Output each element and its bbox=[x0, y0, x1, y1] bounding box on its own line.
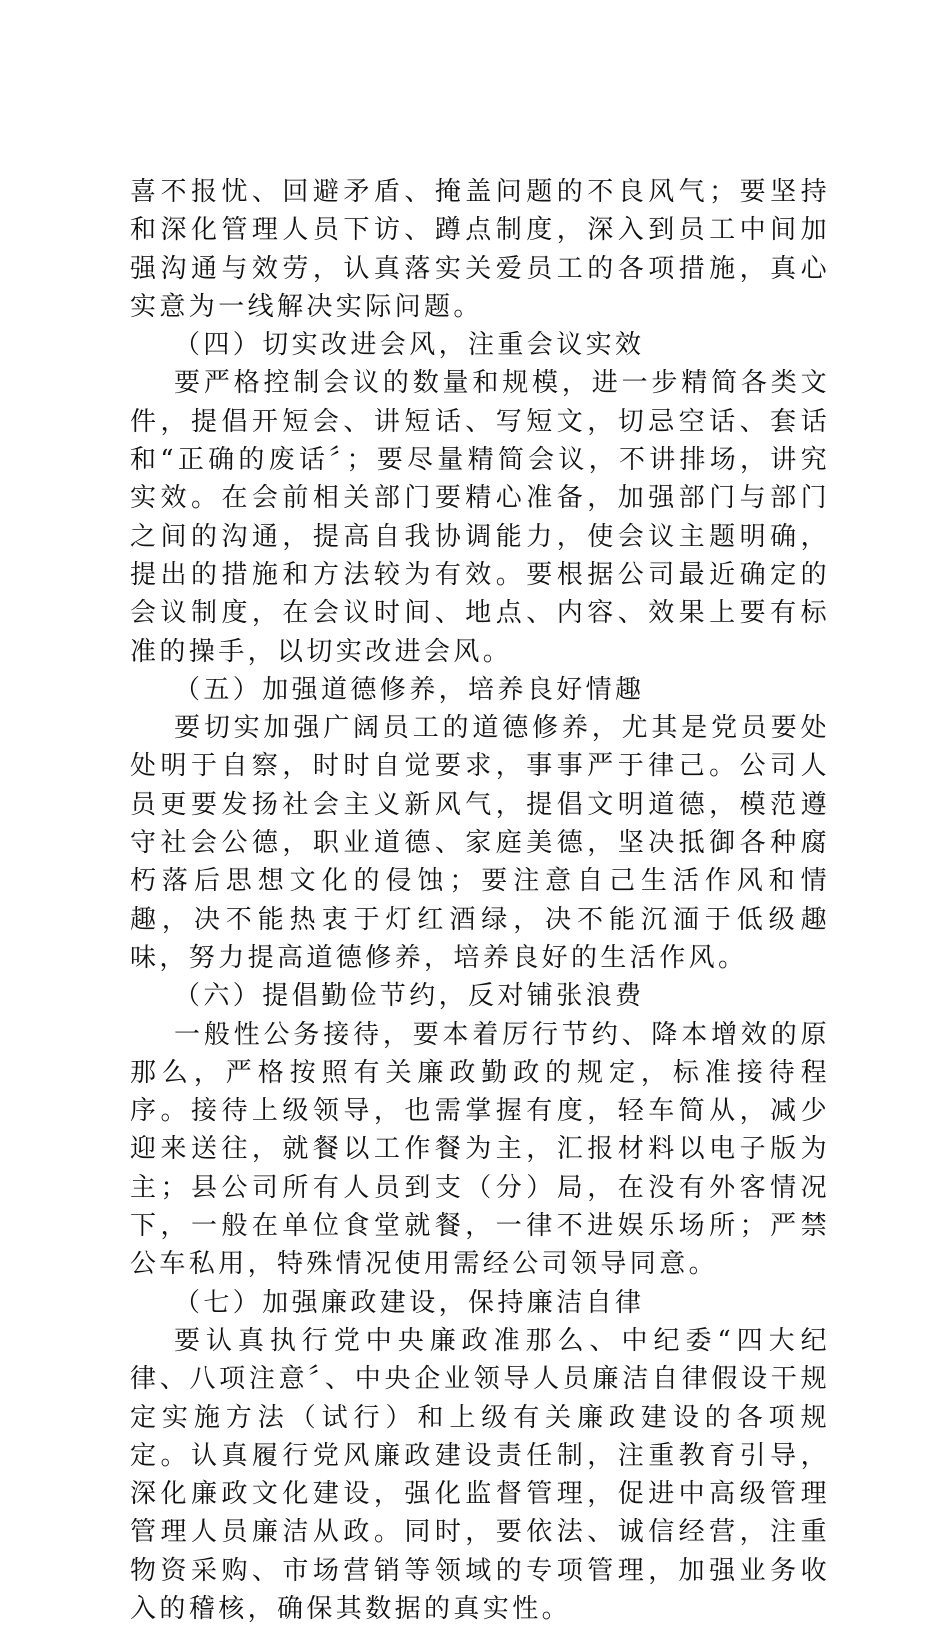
body-paragraph: 要切实加强广阔员工的道德修养，尤其是党员要处处明于自察，时时自觉要求，事事严于律己。公司人员更要发扬社会主义新风气，提倡文明道德，模范遵守社会公德，职业道德、家庭美德，坚决抵御各种腐朽落后思想文化的侵蚀；要注意自己生活作风和情趣，决不能热衷于灯红酒绿，决不能沉湎于低级趣味，努力提高道德修养，培养良好的生活作风。 bbox=[130, 713, 830, 973]
body-paragraph: 要严格控制会议的数量和规模，进一步精简各类文件，提倡开短会、讲短话、写短文，切忌空话、套话和“正确的废话〞；要尽量精简会议，不讲排场，讲究实效。在会前相关部门要精心准备，加强部门与部门之间的沟通，提高自我协调能力，使会议主题明确，提出的措施和方法较为有效。要根据公司最近确定的会议制度，在会议时间、地点、内容、效果上要有标准的操手，以切实改进会风。 bbox=[130, 368, 830, 667]
section-heading-4: （四）切实改进会风，注重会议实效 bbox=[174, 330, 645, 361]
body-paragraph: 一般性公务接待，要本着厉行节约、降本增效的原那么，严格按照有关廉政勤政的规定，标准接待程序。接待上级领导，也需掌握有度，轻车简从，减少迎来送往，就餐以工作餐为主，汇报材料以电子版为主；县公司所有人员到支（分）局，在没有外客情况下，一般在单位食堂就餐，一律不进娱乐场所；严禁公车私用，特殊情况使用需经公司领导同意。 bbox=[130, 1019, 830, 1280]
body-paragraph: 喜不报忧、回避矛盾、掩盖问题的不良风气；要坚持和深化管理人员下访、蹲点制度，深入到员工中间加强沟通与效劳，认真落实关爱员工的各项措施，真心实意为一线解决实际问题。 bbox=[130, 177, 830, 322]
section-heading-5: （五）加强道德修养，培养良好情趣 bbox=[174, 674, 645, 705]
document-page bbox=[130, 173, 830, 1628]
section-heading-7: （七）加强廉政建设，保持廉洁自律 bbox=[174, 1287, 645, 1318]
body-paragraph: 要认真执行党中央廉政准那么、中纪委“四大纪律、八项注意〞、中央企业领导人员廉洁自律假设干规定实施方法（试行）和上级有关廉政建设的各项规定。认真履行党风廉政建设责任制，注重教育引导，深化廉政文化建设，强化监督管理，促进中高级管理管理人员廉洁从政。同时，要依法、诚信经营，注重物资采购、市场营销等领域的专项管理，加强业务收入的稽核，确保其数据的真实性。 bbox=[130, 1325, 830, 1624]
section-heading-6: （六）提倡勤俭节约，反对铺张浪费 bbox=[174, 981, 645, 1012]
